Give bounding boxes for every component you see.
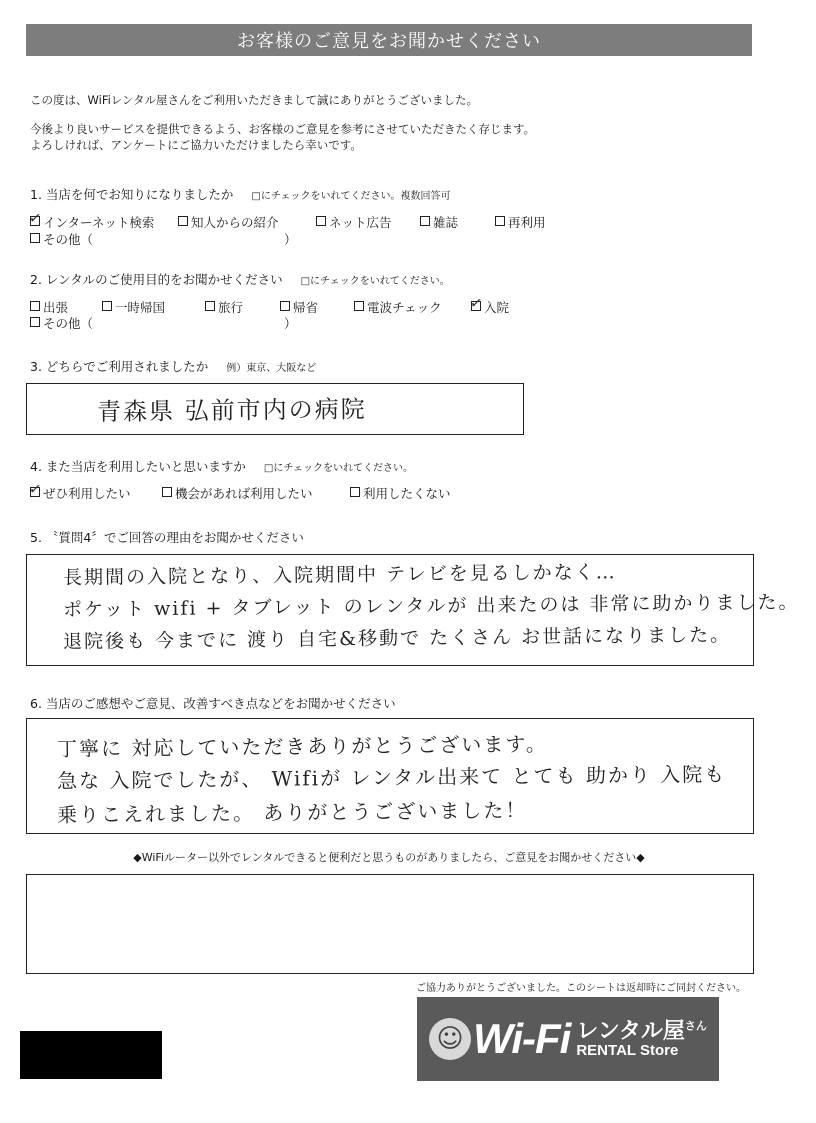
option-label: その他（ xyxy=(43,232,94,247)
logo-en-text: RENTAL Store xyxy=(576,1041,679,1059)
q2-option-hospitalization[interactable] xyxy=(468,293,510,316)
q7-answer-box[interactable] xyxy=(26,874,754,974)
option-label: 一時帰国 xyxy=(115,300,166,315)
logo-san-text: さん xyxy=(684,1019,707,1033)
question-3-label: 3. どちらでご利用されましたか xyxy=(30,359,209,374)
logo-store-name xyxy=(576,1020,707,1059)
question-3-note: 例）東京、大阪など xyxy=(226,363,317,374)
intro-line-3: よろしければ、アンケートにご協力いただけましたら幸いです。 xyxy=(30,138,362,152)
checkbox[interactable] xyxy=(102,301,112,311)
redacted-block xyxy=(20,1031,162,1079)
checkbox[interactable] xyxy=(316,216,326,226)
q2-option-travel[interactable] xyxy=(205,298,243,316)
q2-option-signal-check[interactable] xyxy=(354,298,442,316)
checkbox[interactable] xyxy=(420,216,430,226)
checkbox[interactable] xyxy=(350,487,360,497)
option-label: 知人からの紹介 xyxy=(191,215,279,230)
q5-answer-line-1: 長期間の入院となり、入院期間中 テレビを見るしかなく… xyxy=(62,561,617,589)
q7-label: ◆WiFiルーター以外でレンタルできると便利だと思うものがありましたら、ご意見をお聞かせください◆ xyxy=(133,851,645,864)
option-label: 旅行 xyxy=(218,300,244,315)
checkbox[interactable] xyxy=(495,216,505,226)
checkbox[interactable] xyxy=(354,301,364,311)
question-1 xyxy=(30,185,451,203)
mascot-icon: ☺ xyxy=(429,1018,471,1060)
question-6-label: 6. 当店のご感想やご意見、改善すべき点などをお聞かせください xyxy=(30,696,396,711)
q4-option-no[interactable] xyxy=(350,484,451,502)
q6-answer-line-2: 急な 入院でしたが、 Wifiが レンタル出来て とても 助かり 入院も xyxy=(56,761,727,793)
q1-option-internet-search[interactable] xyxy=(27,208,155,231)
question-5-label: 5. 〝質問4〞でご回答の理由をお聞かせください xyxy=(30,530,304,545)
option-label: その他（ xyxy=(43,316,94,331)
checkbox[interactable] xyxy=(178,216,188,226)
checkbox[interactable] xyxy=(205,301,215,311)
q1-other-close: ） xyxy=(284,232,297,247)
logo-jp-text: レンタル屋 xyxy=(576,1018,685,1044)
q2-option-temporary-return[interactable] xyxy=(102,298,165,316)
question-1-label: 1. 当店を何でお知りになりましたか xyxy=(30,187,234,202)
check-mark-icon: ✓ xyxy=(27,208,43,228)
q6-answer-line-3: 乗りこえれました。 ありがとうございました！ xyxy=(56,798,528,827)
intro-line-2: 今後より良いサービスを提供できるよう、お客様のご意見を参考にさせていただきたく存じます。 xyxy=(30,122,536,136)
footer-thanks: ご協力ありがとうございました。このシートは返却時にご同封ください。 xyxy=(416,983,746,994)
checkbox-checked[interactable] xyxy=(468,293,484,313)
question-4-label: 4. また当店を利用したいと思いますか xyxy=(30,459,246,474)
question-3 xyxy=(30,357,316,375)
option-label: ぜひ利用したい xyxy=(43,486,131,501)
option-label: 機会があれば利用したい xyxy=(175,486,313,501)
q1-option-magazine[interactable] xyxy=(420,213,458,231)
option-label: 雑誌 xyxy=(433,215,459,230)
checkbox[interactable] xyxy=(30,301,40,311)
q1-option-referral[interactable] xyxy=(178,213,279,231)
q4-option-definitely[interactable] xyxy=(27,479,131,502)
q2-other-close: ） xyxy=(284,316,297,331)
q3-answer-handwriting: 青森県 弘前市内の病院 xyxy=(96,395,367,426)
q2-option-other[interactable] xyxy=(30,314,93,332)
checkbox[interactable] xyxy=(162,487,172,497)
question-2-label: 2. レンタルのご使用目的をお聞かせください xyxy=(30,272,283,287)
intro-line-1: この度は、WiFiレンタル屋さんをご利用いただきまして誠にありがとうございました。 xyxy=(30,93,479,107)
question-2 xyxy=(30,270,450,288)
brand-logo xyxy=(417,997,719,1081)
q6-answer-box[interactable] xyxy=(26,718,754,834)
q1-option-reuse[interactable] xyxy=(495,213,546,231)
question-5 xyxy=(30,528,304,546)
q5-answer-line-3: 退院後も 今までに 渡り 自宅&移動で たくさん お世話になりました。 xyxy=(62,624,732,653)
q4-option-if-chance[interactable] xyxy=(162,484,313,502)
checkbox[interactable] xyxy=(30,233,40,243)
question-4 xyxy=(30,457,413,475)
page-title: お客様のご意見をお聞かせください xyxy=(26,24,752,56)
question-4-note: □にチェックをいれてください。 xyxy=(263,463,414,474)
option-label: 利用したくない xyxy=(363,486,451,501)
checkbox[interactable] xyxy=(280,301,290,311)
question-6 xyxy=(30,694,396,712)
q3-answer-box[interactable] xyxy=(26,383,524,435)
q5-answer-box[interactable] xyxy=(26,554,800,666)
option-label: 出張 xyxy=(43,300,69,315)
option-label: 電波チェック xyxy=(367,300,442,315)
question-1-note: □にチェックをいれてください。複数回答可 xyxy=(251,191,451,202)
q1-option-online-ad[interactable] xyxy=(316,213,392,231)
q5-answer-line-2: ポケット wifi + タブレット のレンタルが 出来たのは 非常に助かりました。 xyxy=(62,591,800,621)
option-label: 入院 xyxy=(484,300,510,315)
q6-answer-line-1: 丁寧に 対応していただきありがとうございます。 xyxy=(56,731,548,761)
checkbox-checked[interactable] xyxy=(27,208,43,228)
option-label: 再利用 xyxy=(508,215,546,230)
checkbox-checked[interactable] xyxy=(27,479,43,499)
check-mark-icon: ✓ xyxy=(468,293,484,313)
q1-option-other[interactable] xyxy=(30,230,93,248)
question-2-note: □にチェックをいれてください。 xyxy=(300,276,450,287)
check-mark-icon: ✓ xyxy=(27,479,43,499)
option-label: インターネット検索 xyxy=(43,215,155,230)
logo-wifi-text: Wi-Fi xyxy=(473,1015,571,1062)
checkbox[interactable] xyxy=(30,317,40,327)
option-label: ネット広告 xyxy=(329,215,392,230)
option-label: 帰省 xyxy=(293,300,319,315)
